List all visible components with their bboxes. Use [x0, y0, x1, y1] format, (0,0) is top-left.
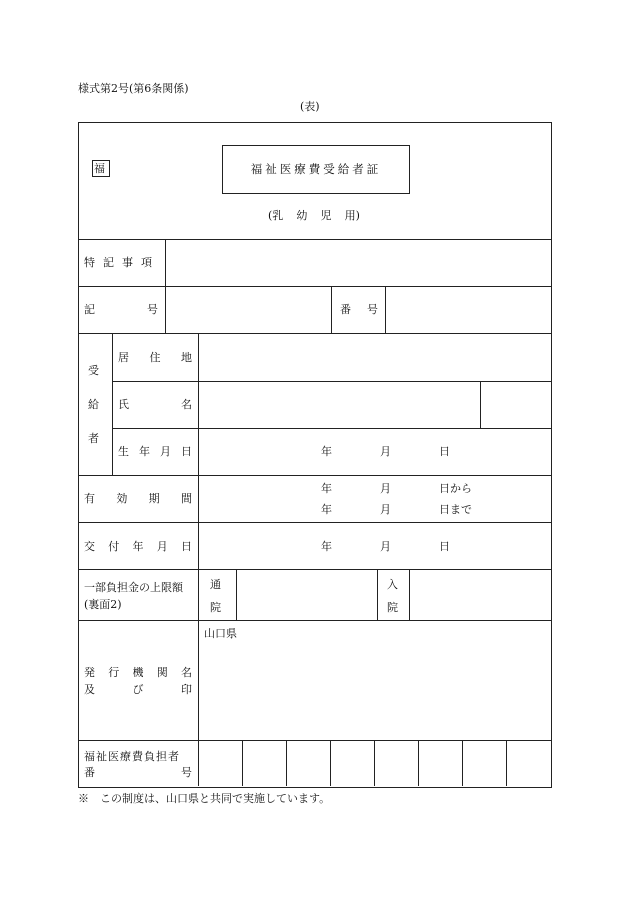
- number-label-char: 番: [340, 303, 351, 316]
- fuku-mark: [92, 160, 110, 177]
- issuer-label-char: 名: [181, 666, 192, 679]
- issuer-label-char: 関: [156, 666, 168, 679]
- name-label: [118, 398, 192, 411]
- copay-limit-label-line1: 一部負担金の上限額: [84, 581, 183, 594]
- issue-date-label-char: 交: [84, 540, 95, 553]
- valid-from-day-unit: 日から: [439, 482, 472, 495]
- subtitle-char: (乳: [268, 209, 284, 222]
- valid-from-month-unit: 月: [380, 482, 391, 495]
- issuer-value: 山口県: [204, 627, 237, 640]
- birth-month-unit: 月: [380, 445, 391, 458]
- issuer-label-line2: [84, 683, 192, 696]
- form-number: 様式第2号(第6条関係): [78, 82, 189, 95]
- name-label-char: 名: [181, 398, 192, 411]
- outpatient-limit-field[interactable]: [238, 571, 376, 619]
- birthdate-label-char: 年: [139, 445, 150, 458]
- validity-label: [84, 492, 192, 505]
- validity-label-char: 期: [148, 492, 160, 505]
- issue-month-unit: 月: [380, 540, 391, 553]
- name-field[interactable]: [200, 383, 479, 427]
- payer-number-digit-box[interactable]: [464, 742, 505, 785]
- issuer-label-char: 及: [84, 683, 95, 696]
- valid-until-day-unit: 日まで: [439, 503, 472, 516]
- address-label-char: 居: [118, 351, 129, 364]
- recipient-label-char: 受: [88, 364, 99, 377]
- inpatient-label-char: 院: [387, 601, 398, 614]
- payer-number-digit-box[interactable]: [200, 742, 241, 785]
- recipient-label-char: 給: [88, 398, 99, 411]
- birth-day-unit: 日: [439, 445, 450, 458]
- subtitle-char: 幼: [296, 209, 308, 222]
- issuer-label-char: 印: [181, 683, 192, 696]
- number-field[interactable]: [387, 288, 549, 332]
- issue-day-unit: 日: [439, 540, 450, 553]
- birthdate-label-char: 生: [118, 445, 129, 458]
- name-label-char: 氏: [118, 398, 129, 411]
- number-label: [340, 303, 378, 316]
- payer-number-digit-box[interactable]: [420, 742, 461, 785]
- issuer-label-char: 機: [132, 666, 144, 679]
- payer-number-digit-box[interactable]: [508, 742, 549, 785]
- payer-number-label-line2: [84, 766, 192, 779]
- symbol-label-char: 号: [147, 303, 158, 316]
- title-box: [222, 145, 410, 194]
- number-label-char: 号: [367, 303, 378, 316]
- valid-until-month-unit: 月: [380, 503, 391, 516]
- issue-date-label-char: 付: [108, 540, 120, 553]
- issue-date-label-char: 年: [132, 540, 144, 553]
- payer-number-label-line1: 福祉医療費負担者: [84, 750, 180, 763]
- symbol-label: [84, 303, 158, 316]
- inpatient-limit-field[interactable]: [411, 571, 549, 619]
- name-side-field[interactable]: [482, 383, 549, 427]
- issuer-label-char: 行: [108, 666, 120, 679]
- side-label: (表): [300, 100, 320, 113]
- issue-date-label-char: 月: [156, 540, 168, 553]
- address-label-char: 住: [149, 351, 161, 364]
- payer-number-digit-box[interactable]: [244, 742, 285, 785]
- outpatient-label-char: 院: [210, 601, 221, 614]
- payer-number-label-char: 号: [181, 766, 192, 779]
- recipient-label-char: 者: [88, 432, 99, 445]
- payer-number-digit-box[interactable]: [332, 742, 373, 785]
- address-label: [118, 351, 192, 364]
- birthdate-label-char: 月: [160, 445, 171, 458]
- certificate-title: 福祉医療費受給者証: [250, 162, 382, 176]
- subtitle-char: 用): [344, 209, 360, 222]
- address-field[interactable]: [200, 335, 549, 380]
- symbol-label-char: 記: [84, 303, 95, 316]
- address-label-char: 地: [181, 351, 192, 364]
- footnote: ※ この制度は、山口県と共同で実施しています。: [78, 792, 331, 805]
- copay-limit-label-line2: (裏面2): [84, 598, 122, 611]
- birthdate-label-char: 日: [181, 445, 192, 458]
- inpatient-label-char: 入: [387, 578, 398, 591]
- validity-label-char: 有: [84, 492, 95, 505]
- issuer-label-char: び: [132, 683, 144, 696]
- outpatient-label-char: 通: [210, 578, 221, 591]
- subtitle: [268, 209, 360, 222]
- payer-number-digit-box[interactable]: [288, 742, 329, 785]
- birthdate-label: [118, 445, 192, 458]
- validity-label-char: 間: [180, 492, 192, 505]
- validity-label-char: 効: [116, 492, 128, 505]
- issue-year-unit: 年: [321, 540, 332, 553]
- special-notes-field[interactable]: [167, 241, 549, 285]
- subtitle-char: 児: [320, 209, 332, 222]
- issue-date-label-char: 日: [181, 540, 192, 553]
- issuer-label-char: 発: [84, 666, 95, 679]
- issue-date-label: [84, 540, 192, 553]
- valid-until-year-unit: 年: [321, 503, 332, 516]
- issuer-label-line1: [84, 666, 192, 679]
- birth-year-unit: 年: [321, 445, 332, 458]
- valid-from-year-unit: 年: [321, 482, 332, 495]
- symbol-field[interactable]: [167, 288, 329, 332]
- special-notes-label: 特記事項: [84, 256, 160, 269]
- fuku-mark-text: 福: [94, 162, 105, 175]
- payer-number-digit-box[interactable]: [376, 742, 417, 785]
- payer-number-label-char: 番: [84, 766, 95, 779]
